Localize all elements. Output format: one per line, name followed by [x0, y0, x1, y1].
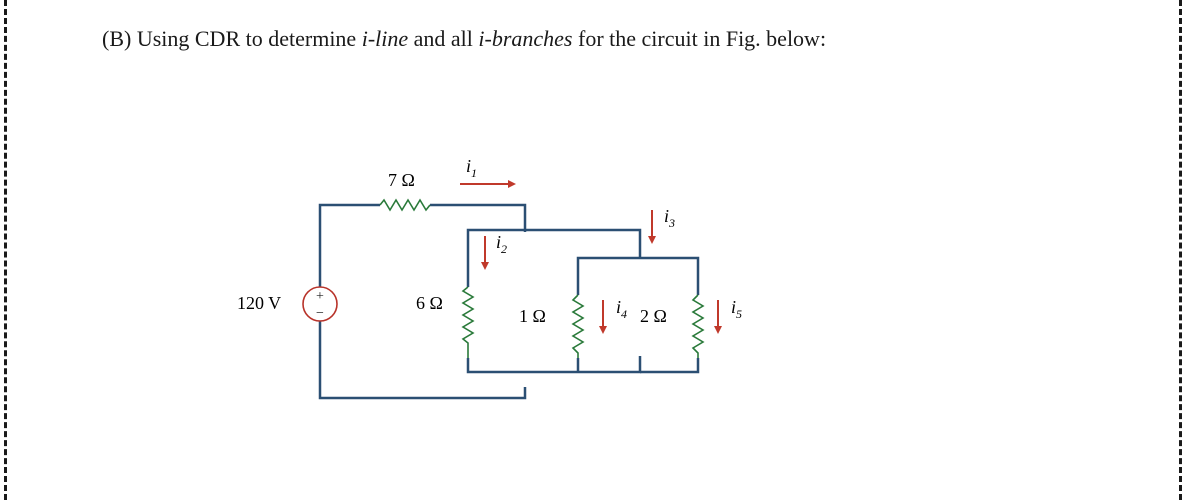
source-plus-sign: + — [316, 289, 324, 304]
term-i-line: i-line — [361, 26, 409, 51]
label-7-ohm: 7 Ω — [388, 170, 415, 190]
current-label-i1: $i_1$ — [466, 156, 478, 180]
resistor-2-ohm — [693, 295, 703, 358]
question-prefix: (B) Using CDR to determine — [102, 26, 362, 51]
source-label: 120 V — [237, 293, 282, 313]
voltage-source — [303, 287, 337, 321]
label-1-ohm: 1 Ω — [519, 306, 546, 326]
current-label-i4: $i_4$ — [616, 297, 628, 321]
wires — [320, 205, 698, 398]
source-minus-sign: − — [316, 306, 324, 321]
wire-mid-loop — [468, 230, 640, 372]
label-6-ohm: 6 Ω — [416, 293, 443, 313]
question-middle: and all — [408, 26, 479, 51]
wire-inner-loop — [578, 258, 698, 372]
resistor-6-ohm — [463, 287, 473, 358]
term-i-branches: i-branches — [478, 26, 573, 51]
label-2-ohm: 2 Ω — [640, 306, 667, 326]
resistor-1-ohm — [573, 295, 583, 358]
current-label-i3: $i_3$ — [664, 206, 676, 230]
resistor-7-ohm — [380, 200, 430, 210]
current-label-i5: $i_5$ — [731, 297, 743, 321]
question-suffix: for the circuit in Fig. below: — [572, 26, 827, 51]
current-label-i2: $i_2$ — [496, 232, 508, 256]
